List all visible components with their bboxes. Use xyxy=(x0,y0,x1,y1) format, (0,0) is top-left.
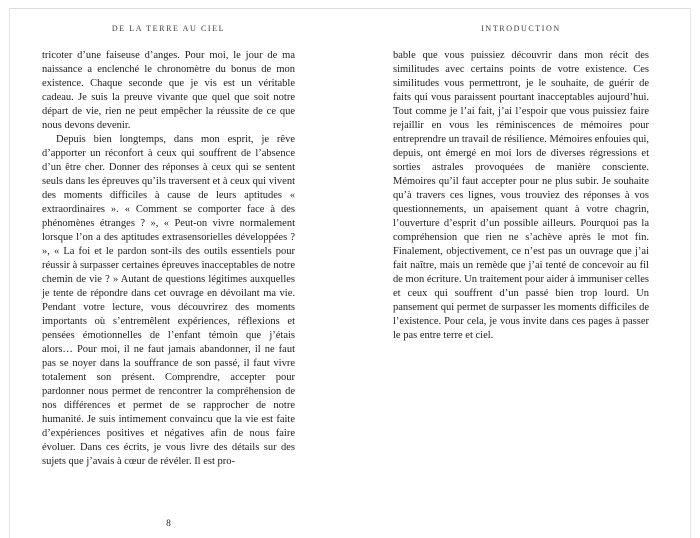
right-page-running-header: INTRODUCTION xyxy=(481,24,561,33)
left-page-running-header: DE LA TERRE AU CIEL xyxy=(111,24,226,33)
left-page xyxy=(42,0,295,538)
paragraph-continuation: bable que vous puissiez découvrir dans mon récit des similitudes avec certains points de votre existence. Ces similitudes vous permettront, je le souhaite, de guérir de faits qui vous paraissent pourtant inacceptables aujourd’hui. Tout comme je l’ai fait, j’ai l’espoir que vous puissiez faire rejaillir en vous les réminiscences de mémoires pour entreprendre un travail de résilience. Mémoires enfouies qui, depuis, ont émergé en moi lors de diverses régressions et sorties astrales provoquées de manière consciente. Mémoires qu’il faut accepter pour ne plus subir. Je souhaite qu’à travers ces lignes, vous trouviez des réponses à vos questionnements, un apaisement quant à votre chagrin, l’ouverture d’esprit d’un possible ailleurs. Pourquoi pas la compréhension que rien ne s’achève après le mot fin. Finalement, objectivement, ce n’est pas un ouvrage que j’ai fait naître, mais un remède que j’ai tenté de concevoir au fil de mon écriture. Un traitement pour aider à immuniser celles et ceux qui souffrent d’un passé bien trop lourd. Un pansement qui permet de surpasser les moments difficiles de l’existence. Pour cela, je vous invite dans ces pages à passer le pas entre terre et ciel. xyxy=(393,50,649,341)
paragraph: Depuis bien longtemps, dans mon esprit, je rêve d’apporter un réconfort à ceux qui souffrent de l’absence d’un être cher. Donner des réponses à ceux qui se sentent seuls dans les épreuves qu’ils traversent et à ceux qui vivent des moments difficiles à cause de leurs aptitudes « extraordinaires ». « Comment se comporter face à des phénomènes étranges ? », « Peut-on vivre normalement lorsque l’on a des aptitudes extrasensorielles développées ? », « La foi et le pardon sont-ils des outils essentiels pour réussir à surpasser certaines épreuves inacceptables de notre chemin de vie ? » Autant de questions légitimes auxquelles je tente de répondre dans cet ouvrage en dévoilant ma vie. Pendant votre lecture, vous découvrirez des moments importants où s’entremêlent expériences, réflexions et pensées émotionnelles de l’enfant témoin que j’étais alors… Pour moi, il ne faut jamais abandonner, il ne faut pas se noyer dans la souffrance de son passé, il faut vivre totalement son présent. Comprendre, accepter pour pardonner nous permet de rencontrer la compréhension de nos différences et permet de se rapprocher de notre humanité. Je suis intimement convaincu que la vie est faite d’expériences positives et négatives afin de nous faire évoluer. Dans ces écrits, je vous livre des détails sur des sujets que j’avais à cœur de révéler. Il est pro- xyxy=(42,134,295,467)
right-page xyxy=(393,0,649,538)
paragraph-continuation: tricoter d’une faiseuse d’anges. Pour moi, le jour de ma naissance a enclenché le chronomètre du bonus de mon existence. Chaque seconde que je vis est un véritable cadeau. Je suis la preuve vivante que quel que soit notre départ de vie, rien ne peut empêcher la réussite de ce que nous devons devenir. xyxy=(42,50,295,131)
left-page-text xyxy=(42,49,295,469)
left-page-number: 8 xyxy=(166,519,171,529)
right-page-text xyxy=(393,49,649,343)
